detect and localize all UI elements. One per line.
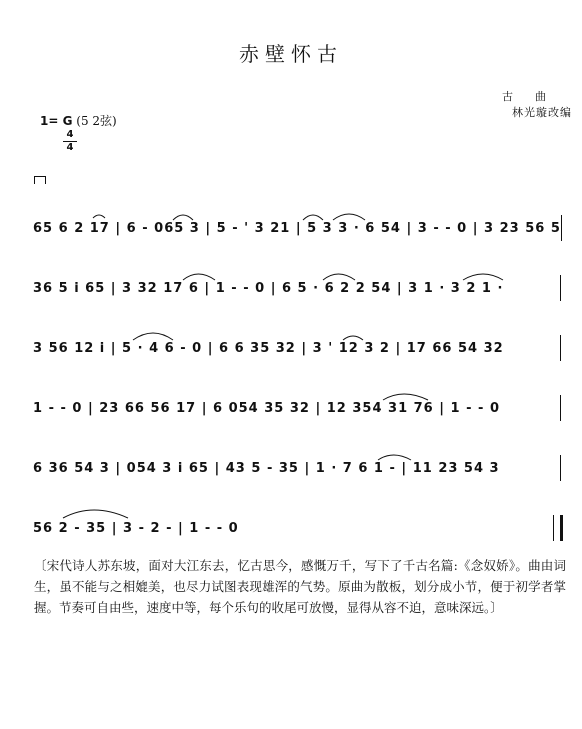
notation-text: 6 36 54 3 | 054 3 i 65 | 43 5 - 35 | 1 · 7 6 1 - | 11 23 54 3 [33, 460, 500, 476]
barline [560, 275, 563, 301]
score-line [33, 318, 563, 378]
score-line [33, 198, 563, 258]
notation-text: 3 56 12 i | 5 · 4 6 - 0 | 6 6 35 32 | 3 ' 12 3 2 | 17 66 54 32 [33, 340, 504, 356]
page-title: 赤壁怀古 [239, 42, 343, 66]
notation-text: 56 2 - 35 | 3 - 2 - | 1 - - 0 [33, 520, 239, 536]
time-signature [63, 130, 77, 153]
time-denominator: 4 [66, 142, 74, 153]
down-bow-icon [34, 176, 46, 184]
time-numerator: 4 [66, 129, 74, 140]
description-text: 〔宋代诗人苏东坡，面对大江东去，忆古思今，感慨万千，写下了千古名篇:《念奴娇》。曲由词生，虽不能与之相媲美，也尽力试图表现雄浑的气势。原曲为散板，划分成小节，便于初学者掌握。节奏可自由些，速度中等，每个乐句的收尾可放慢，显得从容不迫，意味深远。〕 [34, 558, 566, 615]
score-line [33, 438, 563, 498]
origin-credit: 古曲 [502, 90, 568, 103]
arranger-credit: 林光璇改编 [512, 106, 572, 119]
key-signature [40, 112, 117, 129]
barline [561, 215, 563, 241]
key-label: 1= G [40, 114, 73, 128]
score-line [33, 498, 563, 558]
barline [560, 335, 563, 361]
notation-text: 36 5 i 65 | 3 32 17 6 | 1 - - 0 | 6 5 · 6 2 2 54 | 3 1 · 3 2 1 · [33, 280, 504, 296]
score-line [33, 378, 563, 438]
score-line [33, 258, 563, 318]
barline [560, 395, 563, 421]
notation-text: 65 6 2 17 | 6 - 065 3 | 5 - ' 3 21 | 5 3 3 · 6 54 | 3 - - 0 | 3 23 56 5 [33, 220, 561, 236]
score [33, 198, 563, 558]
final-barline [553, 515, 563, 541]
notation-text: 1 - - 0 | 23 66 56 17 | 6 054 35 32 | 12 354 31 76 | 1 - - 0 [33, 400, 500, 416]
string-tuning: (5 2弦) [76, 114, 117, 128]
barline [560, 455, 563, 481]
